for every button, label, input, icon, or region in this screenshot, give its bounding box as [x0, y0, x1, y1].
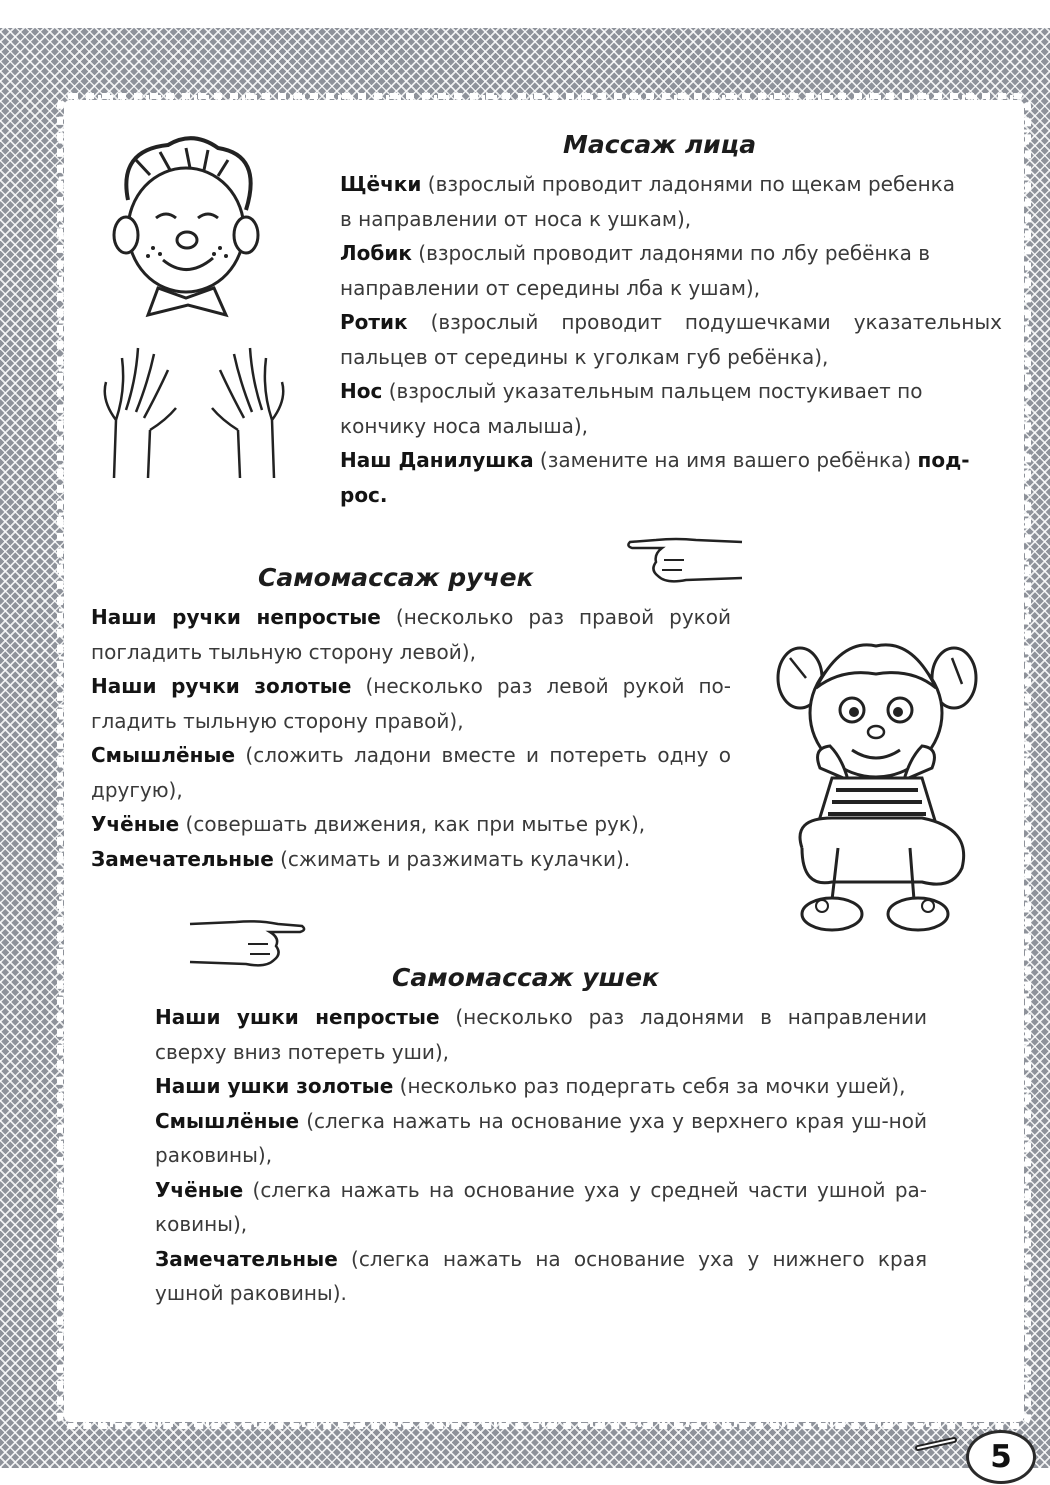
ears-massage-item-5: [155, 1242, 927, 1311]
item-description: (замените на имя вашего ребёнка): [533, 448, 918, 472]
hands-massage-item-1: [91, 600, 731, 669]
raised-hands-illustration: [96, 340, 292, 482]
item-term: Щёчки: [340, 172, 422, 196]
ears-massage-item-3: [155, 1104, 927, 1173]
item-term: Лобик: [340, 241, 412, 265]
item-description: (сжимать и разжимать кулачки).: [273, 846, 631, 871]
girl-illustration: [772, 618, 982, 938]
item-description: (сложить ладони вместе и потереть одну о другую),: [91, 743, 731, 802]
item-description: (слегка нажать на основание уха у верхнего края уш-ной раковины),: [155, 1108, 927, 1167]
item-term: Смышлёные: [91, 743, 236, 767]
item-description: (несколько раз левой рукой по-гладить тыльную сторону правой),: [91, 674, 731, 733]
item-description: (взрослый проводит подушечками указательных пальцев от середины к уголкам губ ребёнка),: [340, 310, 1002, 369]
hands-massage-item-3: [91, 738, 731, 807]
boy-face-illustration: [98, 130, 268, 330]
ears-massage-title: Самомассаж ушек: [392, 963, 659, 992]
hands-massage-title: Самомассаж ручек: [258, 563, 534, 592]
item-term: Нос: [340, 379, 383, 403]
page-number: 5: [966, 1430, 1036, 1484]
hands-massage-item-5: [91, 842, 731, 877]
ears-massage-item-1: [155, 1000, 927, 1069]
item-term-end: под-рос.: [340, 448, 970, 507]
item-term: Наши ушки золотые: [155, 1074, 394, 1098]
item-term: Наши ушки непростые: [155, 1005, 440, 1029]
item-term: Учёные: [155, 1177, 244, 1202]
pointing-hand-left-illustration: [626, 530, 744, 586]
ears-massage-item-4: [155, 1173, 927, 1242]
ears-massage-text: [155, 1000, 927, 1311]
face-massage-item-4: [340, 374, 940, 443]
item-term: Замечательные: [91, 846, 274, 871]
item-term: Замечательные: [155, 1246, 338, 1271]
face-massage-item-3: [340, 305, 1002, 374]
hands-massage-item-2: [91, 669, 731, 738]
face-massage-item-1: [340, 167, 960, 236]
item-term: Учёные: [91, 812, 180, 836]
face-massage-text: [340, 167, 1002, 512]
face-massage-title: Массаж лица: [563, 130, 757, 159]
item-description: (взрослый проводит ладонями по щекам ребенка в направлении от носа к ушкам),: [340, 172, 956, 231]
item-description: (совершать движения, как при мытье рук),: [179, 812, 646, 836]
item-description: (несколько раз правой рукой погладить тыльную сторону левой),: [91, 605, 731, 664]
face-massage-item-5: [340, 443, 1002, 512]
item-description: (слегка нажать на основание уха у средней части ушной ра-ковины),: [155, 1177, 927, 1236]
hands-massage-item-4: [91, 807, 731, 842]
item-term: Ротик: [340, 310, 408, 334]
item-term: Наш Данилушка: [340, 448, 534, 472]
ears-massage-item-2: [155, 1069, 927, 1104]
item-description: (несколько раз подергать себя за мочки ушей),: [393, 1074, 906, 1098]
pointing-hand-right-illustration: [188, 912, 308, 970]
item-term: Наши ручки непростые: [91, 605, 381, 629]
item-description: (взрослый проводит ладонями по лбу ребёнка в направлении от середины лба к ушам),: [340, 241, 931, 300]
item-term: Наши ручки золотые: [91, 674, 352, 698]
item-term: Смышлёные: [155, 1108, 300, 1133]
face-massage-item-2: [340, 236, 960, 305]
item-description: (взрослый указательным пальцем постукивает по кончику носа малыша),: [340, 379, 923, 438]
item-description: (несколько раз ладонями в направлении сверху вниз потереть уши),: [155, 1005, 927, 1064]
hands-massage-text: [91, 600, 731, 876]
item-description: (слегка нажать на основание уха у нижнего края ушной раковины).: [155, 1246, 927, 1305]
